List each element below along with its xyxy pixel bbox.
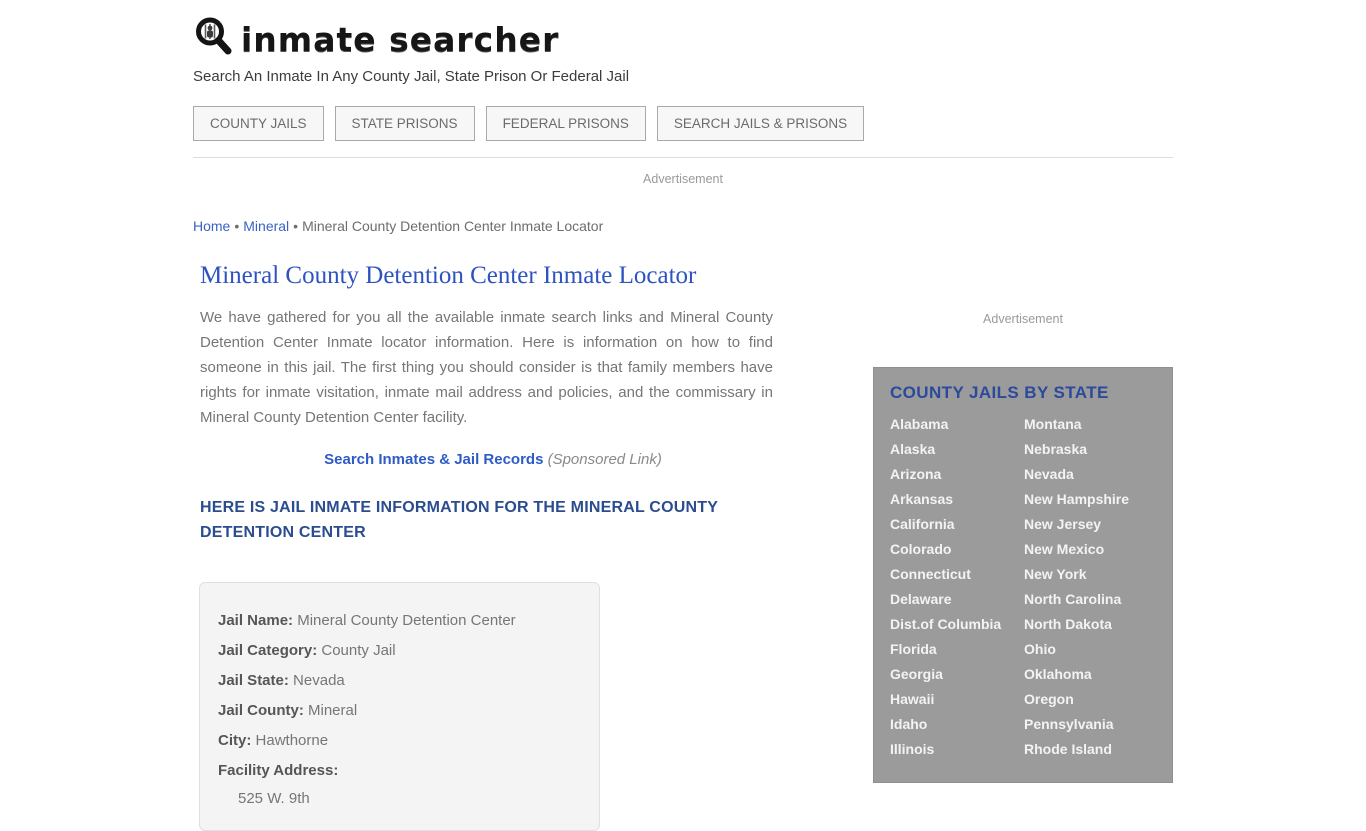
state-link[interactable]: Rhode Island: [1024, 741, 1112, 757]
main-nav: [193, 106, 1173, 141]
sponsored-search-link[interactable]: Search Inmates & Jail Records: [324, 451, 544, 468]
content-columns: [193, 186, 1173, 831]
jail-info-card: [199, 582, 600, 831]
site-tagline: Search An Inmate In Any County Jail, State Prison Or Federal Jail: [193, 68, 630, 85]
jail-name-value: Mineral County Detention Center: [297, 612, 516, 629]
breadcrumb-separator: •: [293, 218, 299, 234]
breadcrumb-home-link[interactable]: Home: [193, 218, 231, 234]
facility-address-row: [218, 756, 581, 786]
jail-category-value: County Jail: [321, 642, 396, 659]
logo[interactable]: [193, 16, 1173, 63]
sponsored-line: [193, 451, 793, 468]
state-link[interactable]: Georgia: [890, 666, 943, 682]
jail-name-label: Jail Name:: [218, 612, 294, 629]
breadcrumb-current: Mineral County Detention Center Inmate Locator: [302, 218, 604, 234]
states-col-1: [890, 412, 1024, 762]
sidebar: [873, 186, 1173, 783]
top-advertisement-label: Advertisement: [643, 172, 723, 186]
state-link[interactable]: Illinois: [890, 741, 935, 757]
state-link[interactable]: Colorado: [890, 541, 952, 557]
state-link[interactable]: Arkansas: [890, 491, 954, 507]
header-divider: [193, 157, 1173, 158]
state-columns: [890, 412, 1156, 762]
magnifier-inmate-icon: [193, 16, 235, 63]
facility-address-line: 525 W. 9th: [238, 790, 310, 807]
state-link[interactable]: North Carolina: [1024, 591, 1122, 607]
jail-county-value: Mineral: [308, 702, 358, 719]
jail-county-label: Jail County:: [218, 702, 304, 719]
state-link[interactable]: Montana: [1024, 416, 1082, 432]
page: [193, 0, 1173, 831]
state-link[interactable]: New Mexico: [1024, 541, 1105, 557]
sidebar-advertisement-label: Advertisement: [983, 312, 1063, 326]
breadcrumb: [193, 218, 793, 234]
jail-state-label: Jail State:: [218, 672, 289, 689]
site-header: [193, 0, 1173, 85]
jail-name-row: [218, 606, 581, 636]
facility-address-label: Facility Address:: [218, 762, 339, 779]
state-link[interactable]: Oregon: [1024, 691, 1074, 707]
main-column: [193, 186, 793, 831]
jail-category-label: Jail Category:: [218, 642, 318, 659]
state-link[interactable]: Ohio: [1024, 641, 1056, 657]
state-link[interactable]: Dist.of Columbia: [890, 616, 1002, 632]
state-link[interactable]: Pennsylvania: [1024, 716, 1114, 732]
jail-state-row: [218, 666, 581, 696]
nav-county-jails[interactable]: COUNTY JAILS: [193, 106, 324, 141]
state-link[interactable]: North Dakota: [1024, 616, 1112, 632]
state-link[interactable]: Connecticut: [890, 566, 971, 582]
jail-county-row: [218, 696, 581, 726]
logo-text: inmate searcher: [241, 20, 560, 59]
jail-category-row: [218, 636, 581, 666]
state-link[interactable]: Alabama: [890, 416, 949, 432]
state-link[interactable]: Hawaii: [890, 691, 935, 707]
state-link[interactable]: Alaska: [890, 441, 936, 457]
county-jails-by-state-box: [873, 367, 1173, 783]
jail-state-value: Nevada: [293, 672, 345, 689]
state-link[interactable]: Delaware: [890, 591, 952, 607]
breadcrumb-separator: •: [234, 218, 240, 234]
page-title: Mineral County Detention Center Inmate Locator: [200, 262, 697, 289]
city-label: City:: [218, 732, 252, 749]
breadcrumb-mineral-link[interactable]: Mineral: [243, 218, 290, 234]
city-row: [218, 726, 581, 756]
state-link[interactable]: Nevada: [1024, 466, 1074, 482]
state-link[interactable]: Idaho: [890, 716, 928, 732]
nav-federal-prisons[interactable]: FEDERAL PRISONS: [486, 106, 646, 141]
state-link[interactable]: New Hampshire: [1024, 491, 1130, 507]
state-link[interactable]: New York: [1024, 566, 1087, 582]
state-link[interactable]: Florida: [890, 641, 937, 657]
nav-state-prisons[interactable]: STATE PRISONS: [335, 106, 475, 141]
nav-search-jails-prisons[interactable]: SEARCH JAILS & PRISONS: [657, 106, 864, 141]
state-link[interactable]: California: [890, 516, 955, 532]
section-heading: HERE IS JAIL INMATE INFORMATION FOR THE MINERAL COUNTY DETENTION CENTER: [200, 499, 718, 541]
state-link[interactable]: New Jersey: [1024, 516, 1102, 532]
intro-paragraph: We have gathered for you all the available inmate search links and Mineral County Detention Center Inmate locator information. Here is information on how to find someone in this jail. The first thing you should consider is that family members have rights for inmate visitation, inmate mail address and policies, and the commissary in Mineral County Detention Center facility.: [200, 309, 773, 426]
city-value: Hawthorne: [255, 732, 329, 749]
state-box-title: COUNTY JAILS BY STATE: [890, 383, 1109, 402]
state-link[interactable]: Oklahoma: [1024, 666, 1092, 682]
states-col-2: [1024, 412, 1156, 762]
state-link[interactable]: Arizona: [890, 466, 942, 482]
sponsored-suffix: (Sponsored Link): [547, 451, 662, 468]
state-link[interactable]: Nebraska: [1024, 441, 1088, 457]
